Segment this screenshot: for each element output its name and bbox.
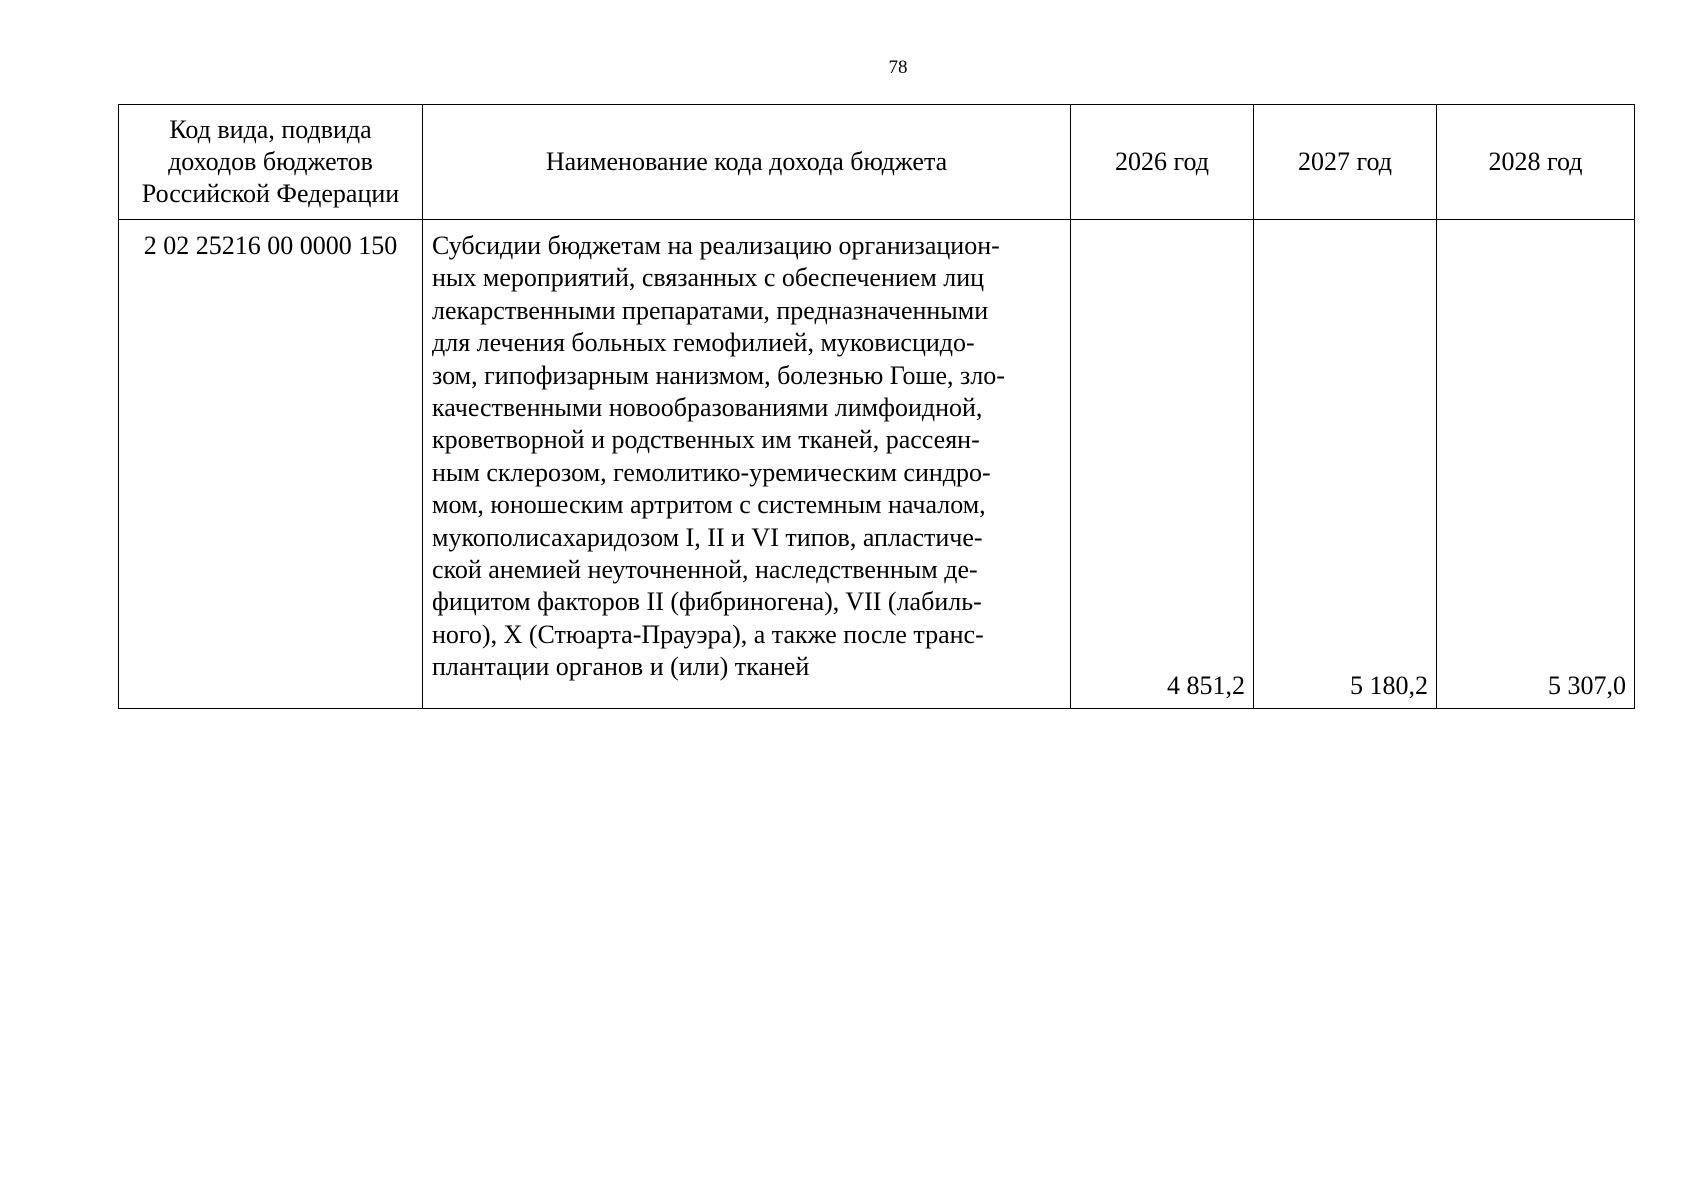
- income-name-line: качественными новообразованиями лимфоидной,: [432, 393, 983, 423]
- income-name-line: фицитом факторов II (фибриногена), VII (лабиль-: [432, 587, 982, 617]
- header-year-2026: 2026 год: [1071, 105, 1254, 220]
- header-code: [119, 105, 423, 220]
- income-name-line: зом, гипофизарным нанизмом, болезнью Гоше, зло-: [432, 360, 1005, 390]
- income-name: [423, 220, 1071, 709]
- header-code-line: доходов бюджетов: [168, 147, 373, 176]
- header-year-2028: 2028 год: [1437, 105, 1635, 220]
- header-year-2027: 2027 год: [1254, 105, 1437, 220]
- value-2028: 5 307,0: [1437, 220, 1635, 709]
- income-code: 2 02 25216 00 0000 150: [119, 220, 423, 709]
- header-name: Наименование кода дохода бюджета: [423, 105, 1071, 220]
- header-code-line: Российской Федерации: [141, 179, 400, 208]
- value-2027: 5 180,2: [1254, 220, 1437, 709]
- income-name-line: лекарственными препаратами, предназначенными: [432, 295, 989, 325]
- income-name-line: Субсидии бюджетам на реализацию организацион-: [432, 231, 1000, 260]
- value-2026: 4 851,2: [1071, 220, 1254, 709]
- income-name-line: плантации органов и (или) тканей: [432, 652, 810, 682]
- header-code-line: Код вида, подвида: [169, 115, 372, 144]
- table-row: [119, 220, 1635, 709]
- income-codes-table: [118, 104, 1635, 709]
- income-name-line: мом, юношеским артритом с системным началом,: [432, 490, 986, 520]
- table-header-row: [119, 105, 1635, 220]
- income-name-line: ным склерозом, гемолитико-уремическим синдро-: [432, 457, 991, 487]
- income-name-line: ской анемией неуточненной, наследственным де-: [432, 555, 978, 585]
- income-name-line: ных мероприятий, связанных с обеспечением лиц: [432, 263, 985, 293]
- income-name-line: ного), X (Стюарта-Прауэра), а также после транс-: [432, 619, 984, 649]
- income-name-line: кроветворной и родственных им тканей, рассеян-: [432, 425, 980, 455]
- page-number: 78: [888, 57, 908, 78]
- income-name-line: для лечения больных гемофилией, муковисцидо-: [432, 328, 975, 358]
- income-name-line: мукополисахаридозом I, II и VI типов, апластиче-: [432, 522, 983, 552]
